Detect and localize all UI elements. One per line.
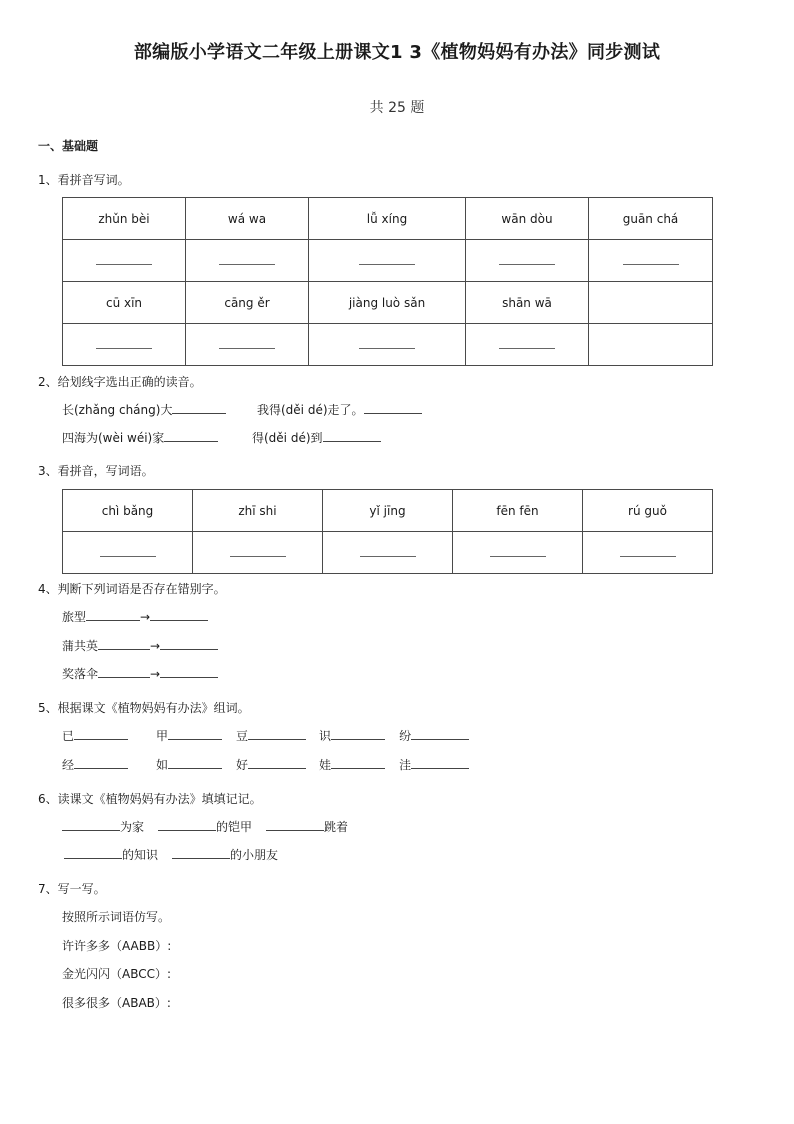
q1-prompt: 1、看拼音写词。 [38, 173, 130, 187]
q6-phrase: 为家 [120, 820, 145, 834]
answer-cell[interactable] [63, 324, 186, 366]
answer-blank [623, 264, 679, 265]
answer-blank[interactable] [74, 757, 128, 769]
q5-char: 娃 [319, 758, 332, 772]
q7-line[interactable]: 许许多多（AABB）: [62, 939, 172, 953]
answer-cell[interactable] [309, 324, 466, 366]
answer-blank [100, 556, 156, 557]
answer-blank[interactable] [172, 402, 226, 414]
page-title: 部编版小学语文二年级上册课文1 3《植物妈妈有办法》同步测试 [133, 42, 661, 63]
question-count: 共 25 题 [369, 100, 425, 116]
q4-word: 奖落伞 [62, 667, 99, 681]
q6-row-2 [64, 846, 278, 863]
answer-blank [620, 556, 676, 557]
pinyin-cell: zhǔn bèi [63, 198, 186, 240]
answer-blank[interactable] [98, 638, 150, 650]
pinyin-cell: chì bǎng [63, 490, 193, 532]
q5-char: 洼 [399, 758, 412, 772]
answer-blank [219, 264, 275, 265]
answer-blank [359, 348, 415, 349]
q2-item-b-text: 我得(děi dé)走了。 [257, 403, 364, 417]
q6-row-1 [62, 818, 348, 835]
pinyin-cell: jiàng luò sǎn [309, 282, 466, 324]
q5-char: 识 [319, 729, 332, 743]
pinyin-cell: wá wa [186, 198, 309, 240]
answer-blank [219, 348, 275, 349]
q7-line[interactable]: 金光闪闪（ABCC）: [62, 967, 172, 981]
pinyin-cell: wān dòu [466, 198, 589, 240]
pinyin-cell: rú guǒ [583, 490, 713, 532]
q5-char: 甲 [156, 729, 169, 743]
answer-blank[interactable] [86, 609, 140, 621]
q2-item-d-text: 得(děi dé)到 [252, 431, 323, 445]
q5-char: 如 [156, 758, 169, 772]
q2-item-c-text: 四海为(wèi wéi)家 [62, 431, 165, 445]
q5-char: 好 [236, 758, 249, 772]
empty-cell [589, 282, 713, 324]
answer-cell[interactable] [583, 532, 713, 574]
answer-blank[interactable] [248, 757, 306, 769]
q5-char: 豆 [236, 729, 249, 743]
answer-cell[interactable] [466, 324, 589, 366]
answer-blank[interactable] [411, 757, 469, 769]
q5-prompt: 5、根据课文《植物妈妈有办法》组词。 [38, 701, 250, 715]
arrow-icon: → [150, 639, 161, 653]
answer-blank [359, 264, 415, 265]
answer-blank[interactable] [74, 728, 128, 740]
pinyin-cell: cū xīn [63, 282, 186, 324]
answer-cell[interactable] [63, 240, 186, 282]
answer-blank[interactable] [160, 638, 218, 650]
answer-cell[interactable] [63, 532, 193, 574]
q2-item-c [62, 429, 218, 446]
answer-blank[interactable] [266, 819, 324, 831]
section-heading: 一、基础题 [38, 139, 99, 153]
answer-cell[interactable] [323, 532, 453, 574]
answer-blank[interactable] [331, 728, 385, 740]
q6-phrase: 的铠甲 [216, 820, 253, 834]
q7-instruction: 按照所示词语仿写。 [62, 910, 171, 924]
q5-char: 纷 [399, 729, 412, 743]
answer-cell[interactable] [186, 240, 309, 282]
answer-blank [490, 556, 546, 557]
answer-blank[interactable] [150, 609, 208, 621]
pinyin-cell: guān chá [589, 198, 713, 240]
pinyin-cell: cāng ěr [186, 282, 309, 324]
pinyin-cell: shān wā [466, 282, 589, 324]
answer-blank[interactable] [98, 666, 150, 678]
q7-line[interactable]: 很多很多（ABAB）: [62, 996, 171, 1010]
q1-table [62, 197, 713, 366]
answer-blank[interactable] [168, 728, 222, 740]
answer-cell[interactable] [466, 240, 589, 282]
answer-cell[interactable] [186, 324, 309, 366]
arrow-icon: → [150, 667, 161, 681]
pinyin-cell: fēn fēn [453, 490, 583, 532]
q5-row-2 [62, 756, 469, 773]
answer-cell[interactable] [453, 532, 583, 574]
answer-blank [96, 264, 152, 265]
answer-blank[interactable] [364, 402, 422, 414]
q4-item [62, 665, 218, 682]
q7-prompt: 7、写一写。 [38, 882, 106, 896]
q4-item [62, 608, 208, 625]
q6-prompt: 6、读课文《植物妈妈有办法》填填记记。 [38, 792, 262, 806]
q3-prompt: 3、看拼音，写词语。 [38, 464, 154, 478]
q4-prompt: 4、判断下列词语是否存在错别字。 [38, 582, 226, 596]
q2-item-d [252, 429, 381, 446]
q5-char: 已 [62, 729, 75, 743]
q2-item-a-text: 长(zhǎng cháng)大 [62, 403, 173, 417]
q5-char: 经 [62, 758, 75, 772]
q6-phrase: 跳着 [324, 820, 349, 834]
q6-phrase: 的知识 [122, 848, 159, 862]
answer-blank[interactable] [164, 430, 218, 442]
q4-item [62, 637, 218, 654]
q2-prompt: 2、给划线字选出正确的读音。 [38, 375, 202, 389]
answer-blank [499, 348, 555, 349]
answer-blank[interactable] [172, 847, 230, 859]
arrow-icon: → [140, 610, 151, 624]
answer-blank[interactable] [62, 819, 120, 831]
empty-cell [589, 324, 713, 366]
q5-row-1 [62, 727, 469, 744]
q4-word: 蒲共英 [62, 639, 99, 653]
q3-table [62, 489, 713, 574]
answer-blank [499, 264, 555, 265]
pinyin-cell: lǚ xíng [309, 198, 466, 240]
answer-blank[interactable] [64, 847, 122, 859]
answer-cell[interactable] [193, 532, 323, 574]
answer-cell[interactable] [309, 240, 466, 282]
q2-item-a [62, 401, 226, 418]
answer-blank [230, 556, 286, 557]
q6-phrase: 的小朋友 [230, 848, 279, 862]
pinyin-cell: yǐ jīng [323, 490, 453, 532]
pinyin-cell: zhī shi [193, 490, 323, 532]
answer-cell[interactable] [589, 240, 713, 282]
q2-item-b [257, 401, 422, 418]
answer-blank[interactable] [323, 430, 381, 442]
answer-blank[interactable] [411, 728, 469, 740]
answer-blank [360, 556, 416, 557]
answer-blank[interactable] [248, 728, 306, 740]
answer-blank[interactable] [158, 819, 216, 831]
q4-word: 旅型 [62, 610, 87, 624]
answer-blank[interactable] [168, 757, 222, 769]
answer-blank[interactable] [331, 757, 385, 769]
answer-blank [96, 348, 152, 349]
answer-blank[interactable] [160, 666, 218, 678]
